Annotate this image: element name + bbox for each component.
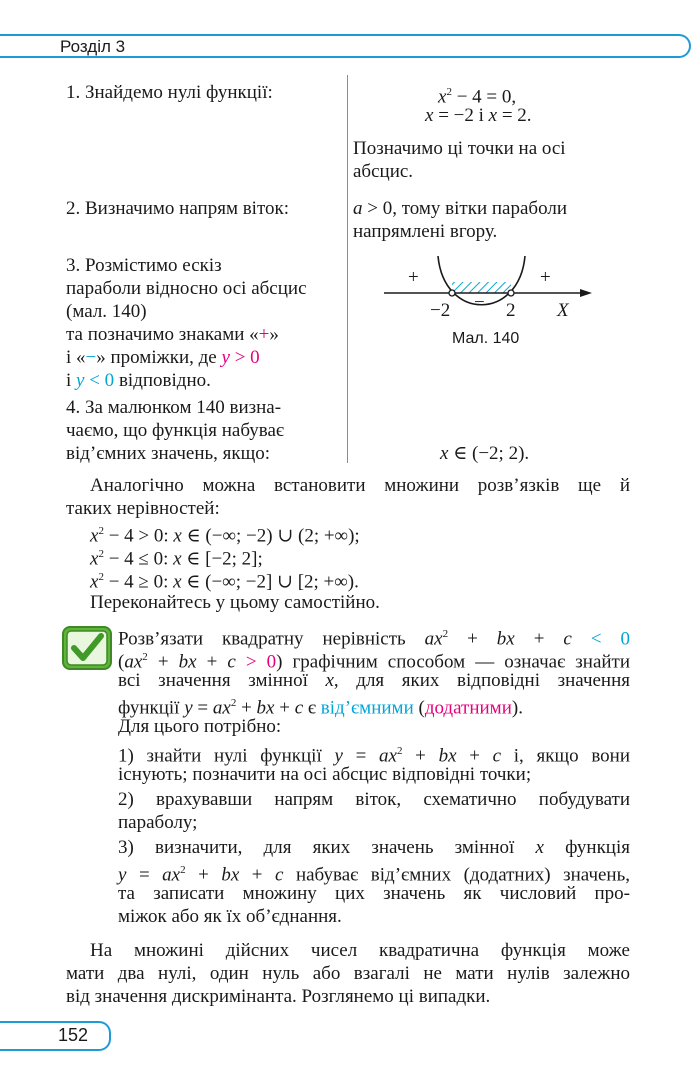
step-3-line-2: параболи відносно осі абсцис	[66, 278, 307, 299]
rule-line-2: ($ax^2$ + bx + c > 0) графічним способом — означає знайти	[118, 651, 631, 673]
step-3-line-6: і y < 0 відповідно.	[66, 370, 211, 391]
step-4-line-3: від’ємних значень, якщо:	[66, 443, 271, 464]
plus-left-label: +	[408, 267, 419, 288]
inequality-2: $x^2 - 4 \le 0$: x ∈ [−2; 2];	[90, 548, 263, 570]
rule-line-8: 2) врахувавши напрям віток, схематично побудувати	[118, 789, 630, 810]
rule-line-6: 1) знайти нулі функції $y = ax^2$ + bx + c і, якщо вони	[118, 745, 630, 767]
equation-2: x = −2 і x = 2.	[425, 105, 532, 126]
step-4-line-2: чаємо, що функція набуває	[66, 420, 285, 441]
self-check: Переконайтесь у цьому самостійно.	[90, 592, 380, 613]
parabola-sketch	[378, 256, 598, 326]
page-number-box	[0, 1021, 111, 1051]
step-3-line-1: 3. Розмістимо ескіз	[66, 255, 222, 276]
similar-intro-2: таких нерівностей:	[66, 498, 220, 519]
closing-line-1: На множині дійсних чисел квадратична функція може	[90, 940, 630, 961]
checkmark-icon	[62, 626, 112, 670]
step-1-note-2: абсцис.	[353, 161, 414, 182]
step-1-note-1: Позначимо ці точки на осі	[353, 138, 566, 159]
section-title: Розділ 3	[60, 37, 126, 56]
rule-line-3: всі значення змінної x, для яких відповідні значення	[118, 670, 631, 691]
plus-right-label: +	[540, 267, 551, 288]
step-2-right-2: напрямлені вгору.	[353, 221, 498, 242]
rule-line-13: міжок або як їх об’єднання.	[118, 906, 342, 927]
root-point-left	[449, 290, 455, 296]
step-4-answer: x ∈ (−2; 2).	[440, 443, 530, 464]
step-3-line-4: та позначимо знаками «+»	[66, 324, 279, 345]
step-3-line-5: і «−» проміжки, де y > 0	[66, 347, 260, 368]
inequality-1: $x^2 - 4 > 0$: x ∈ (−∞; −2) ∪ (2; +∞);	[90, 525, 360, 547]
axis-label: X	[557, 300, 569, 321]
root-point-right	[508, 290, 514, 296]
rule-line-9: параболу;	[118, 812, 198, 833]
axis-arrow	[580, 289, 592, 297]
closing-line-3: від значення дискримінанта. Розглянемо ці випадки.	[66, 986, 491, 1007]
root-right-label: 2	[506, 300, 516, 321]
column-divider	[347, 75, 348, 463]
inequality-3: $x^2 - 4 \ge 0$: x ∈ (−∞; −2] ∪ [2; +∞).	[90, 571, 359, 593]
figure-caption: Мал. 140	[452, 330, 520, 347]
root-left-label: −2	[430, 300, 451, 321]
step-2-label: 2. Визначимо напрям віток:	[66, 198, 290, 219]
rule-line-11: $y = ax^2$ + bx + c набуває від’ємних (додатних) значень,	[118, 864, 631, 886]
rule-line-1: Розв’язати квадратну нерівність $ax^2$ + bx + c < 0	[118, 628, 631, 650]
page-number: 152	[58, 1025, 89, 1045]
rule-line-10: 3) визначити, для яких значень змінної x функція	[118, 837, 630, 858]
step-1-label: 1. Знайдемо нулі функції:	[66, 82, 273, 103]
equation-1: $x^2 - 4 = 0$,	[438, 86, 517, 108]
rule-line-7: існують; позначити на осі абсцис відповідні точки;	[118, 764, 532, 785]
step-4-line-1: 4. За малюнком 140 визна-	[66, 397, 282, 418]
rule-line-4: функції $y = ax^2$ + bx + c є від’ємними (додатними).	[118, 697, 523, 719]
step-2-right-1: a > 0, тому вітки параболи	[353, 198, 567, 219]
step-3-line-3: (мал. 140)	[66, 301, 147, 322]
rule-line-5: Для цього потрібно:	[118, 716, 282, 737]
minus-label: −	[474, 292, 485, 313]
rule-line-12: та записати множину цих значень як числовий про-	[118, 883, 630, 904]
closing-line-2: мати два нулі, один нуль або взагалі не мати нулів залежно	[66, 963, 630, 984]
similar-intro-1: Аналогічно можна встановити множини розв’язків ще й	[90, 475, 630, 496]
